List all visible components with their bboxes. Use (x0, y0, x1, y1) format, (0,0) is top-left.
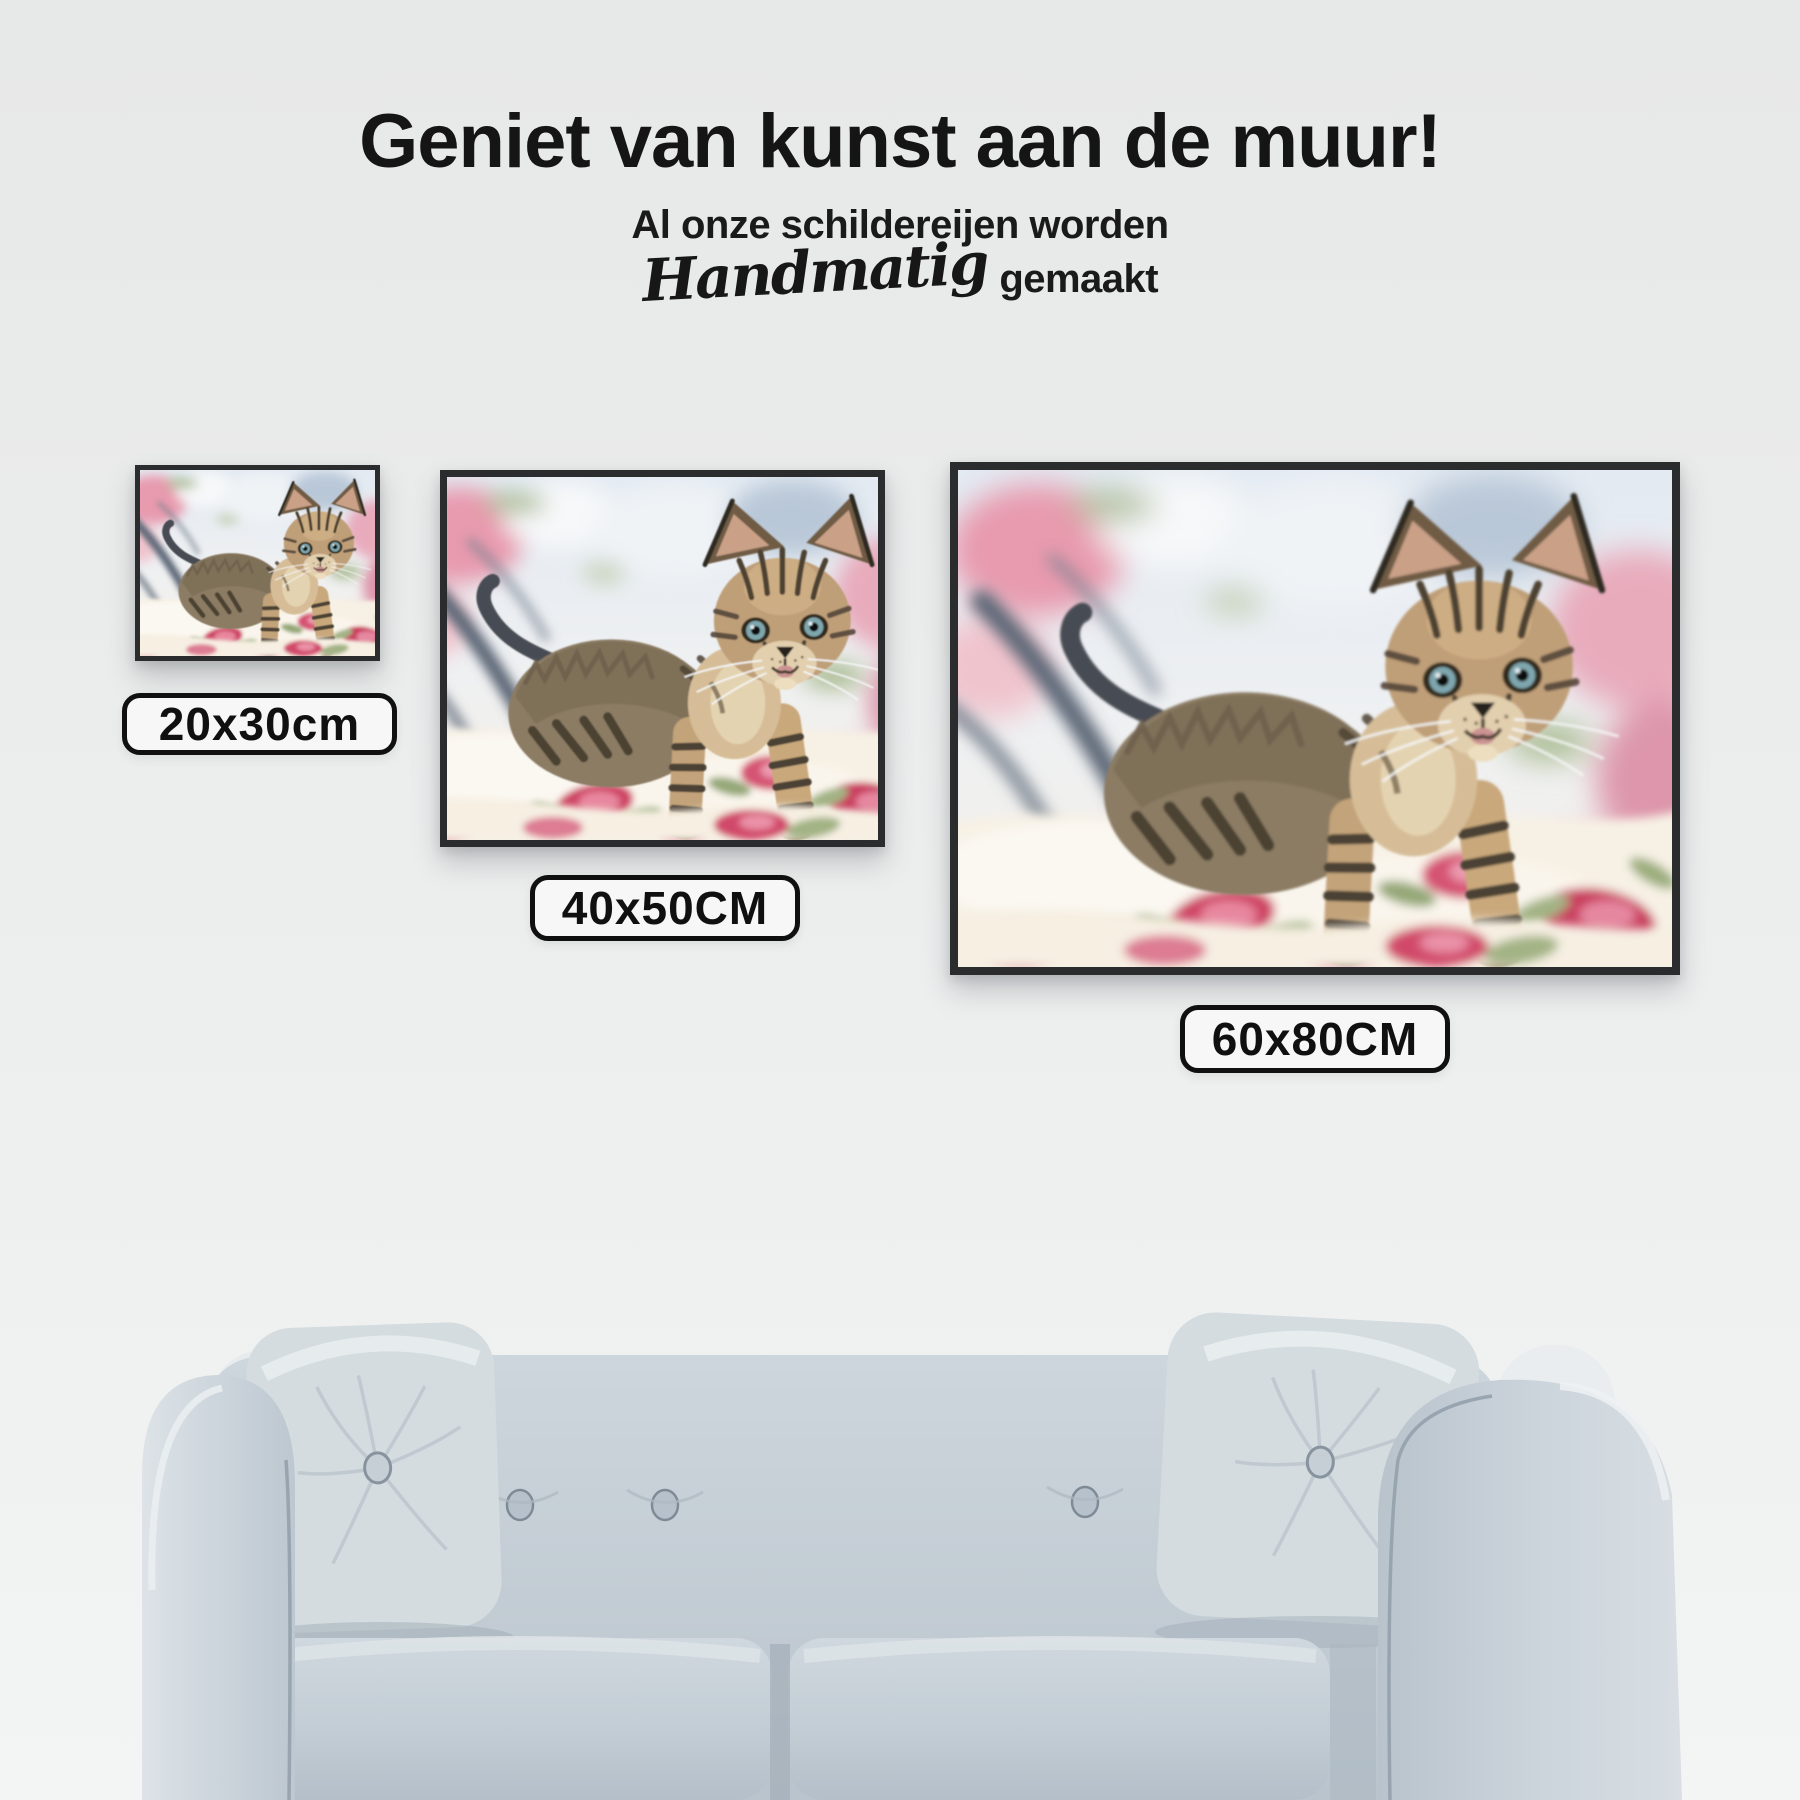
sofa-arm-left (142, 1375, 295, 1800)
sofa-seat-cushion-left (262, 1638, 772, 1800)
handwritten-word: Handmatig (640, 229, 989, 315)
size-badge-40x50: 40x50CM (530, 875, 800, 941)
kitten-artwork-medium (447, 477, 878, 840)
sofa-seat-cushion-right (788, 1638, 1330, 1800)
handwritten-line (0, 229, 1800, 315)
sofa-arm-right (1378, 1380, 1682, 1800)
artwork-frame-60x80 (950, 462, 1680, 975)
size-badge-60x80: 60x80CM (1180, 1005, 1450, 1073)
cushion-seam (770, 1644, 790, 1800)
sofa (0, 1300, 1800, 1800)
cushion-arm-gap-right (1330, 1644, 1376, 1800)
size-badge-20x30: 20x30cm (122, 693, 397, 755)
kitten-artwork-small (140, 470, 375, 656)
subtitle: Al onze schildereijen worden (631, 203, 1169, 247)
sofa-seat-cushions (262, 1638, 1330, 1800)
handwritten-suffix: gemaakt (999, 257, 1159, 301)
page-title: Geniet van kunst aan de muur! (359, 99, 1441, 184)
artwork-frame-20x30 (135, 465, 380, 661)
kitten-artwork-large (958, 470, 1672, 967)
artwork-frame-40x50 (440, 470, 885, 847)
